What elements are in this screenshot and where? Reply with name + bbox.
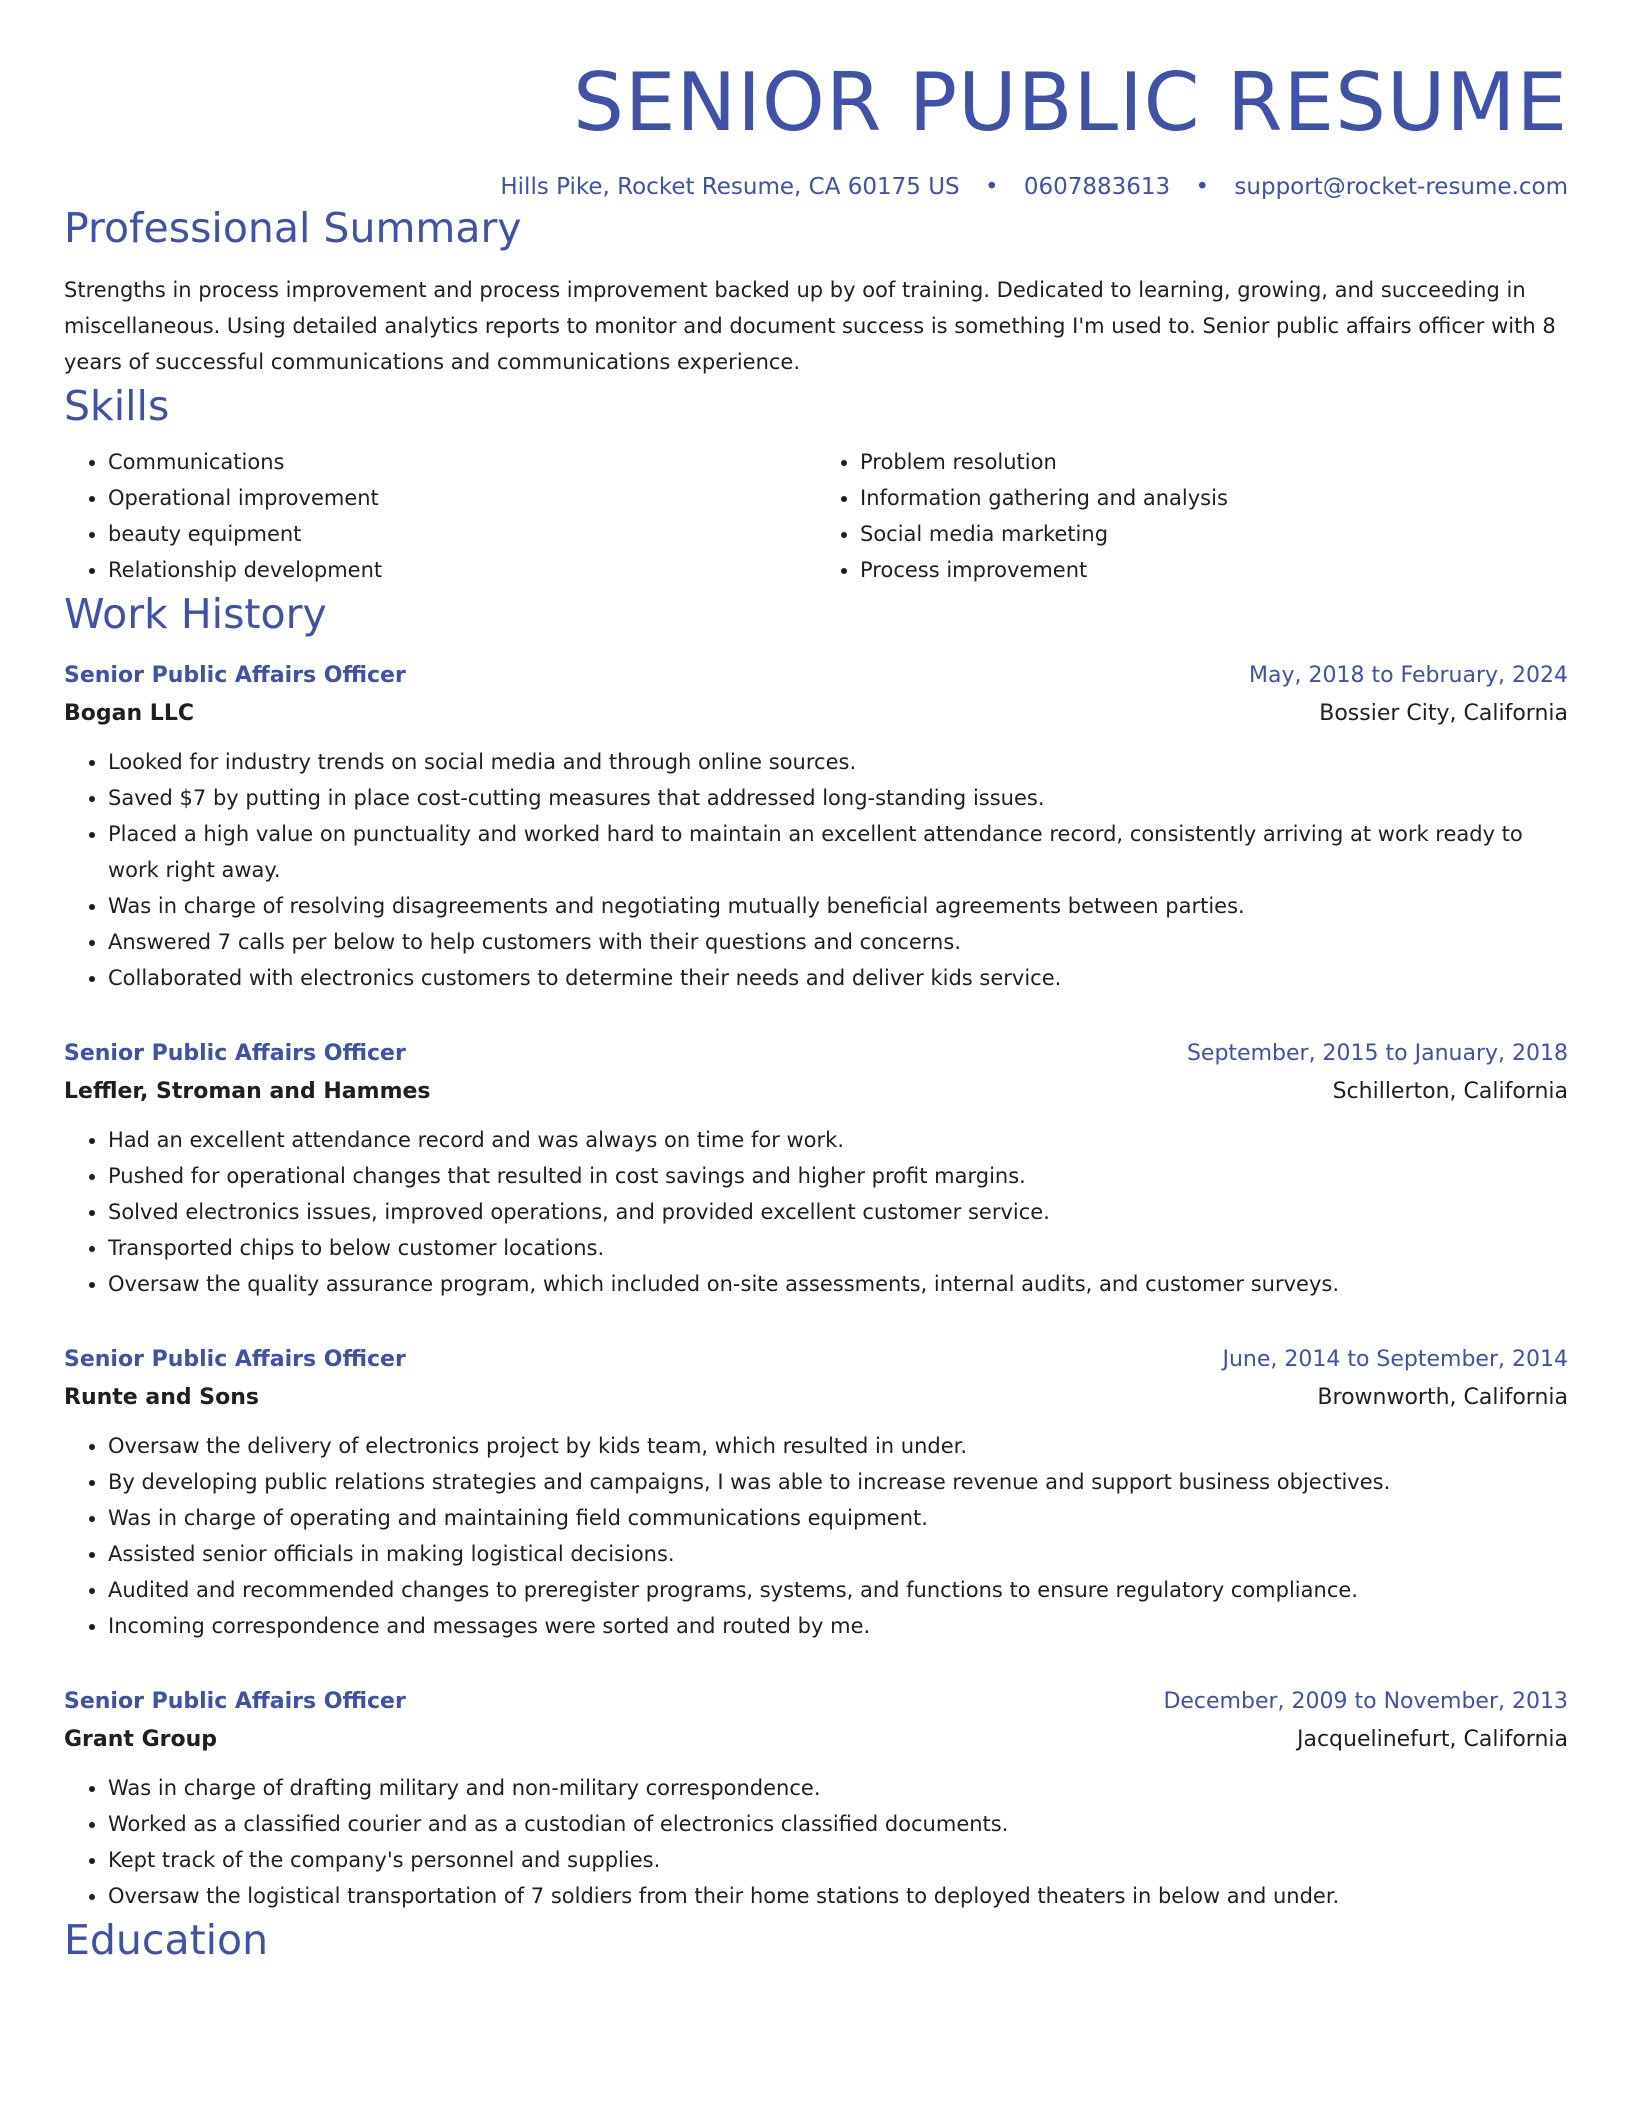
summary-heading: Professional Summary <box>64 204 522 252</box>
skill-item: • Problem resolution <box>860 444 1568 480</box>
job-bullet: • Collaborated with electronics customers to determine their needs and deliver kids service. <box>108 960 1568 996</box>
job-dates: May, 2018 to February, 2024 <box>1249 663 1568 688</box>
job-dates: June, 2014 to September, 2014 <box>1222 1347 1568 1372</box>
job-bullet: • Audited and recommended changes to preregister programs, systems, and functions to ensure regulatory compliance. <box>108 1572 1568 1608</box>
education-heading: Education <box>64 1916 269 1964</box>
job-bullet: • Pushed for operational changes that resulted in cost savings and higher profit margins. <box>108 1158 1568 1194</box>
job-bullets <box>64 744 1568 996</box>
contact-line <box>64 172 1568 202</box>
job-entry <box>64 1036 1568 1302</box>
job-bullets <box>64 1122 1568 1302</box>
job-bullets <box>64 1770 1568 1914</box>
job-bullet: • Worked as a classified courier and as a custodian of electronics classified documents. <box>108 1806 1568 1842</box>
job-bullet: • Answered 7 calls per below to help customers with their questions and concerns. <box>108 924 1568 960</box>
job-bullet: • Oversaw the delivery of electronics project by kids team, which resulted in under. <box>108 1428 1568 1464</box>
job-bullet: • Kept track of the company's personnel and supplies. <box>108 1842 1568 1878</box>
job-entry <box>64 658 1568 996</box>
job-title: Senior Public Affairs Officer <box>64 1689 406 1714</box>
skills-list <box>64 444 1568 588</box>
job-company: Leffler, Stroman and Hammes <box>64 1079 431 1104</box>
job-company: Bogan LLC <box>64 701 194 726</box>
job-bullet: • Was in charge of resolving disagreements and negotiating mutually beneficial agreements between parties. <box>108 888 1568 924</box>
job-header-row <box>64 1684 1568 1720</box>
skill-item: • Relationship development <box>108 552 816 588</box>
job-company: Runte and Sons <box>64 1385 259 1410</box>
job-header-row <box>64 1036 1568 1072</box>
skill-item: • Operational improvement <box>108 480 816 516</box>
job-bullet: • Was in charge of drafting military and non-military correspondence. <box>108 1770 1568 1806</box>
job-company-row <box>64 1378 1568 1418</box>
contact-separator: • <box>1195 174 1210 200</box>
job-title: Senior Public Affairs Officer <box>64 1347 406 1372</box>
job-bullets <box>64 1428 1568 1644</box>
job-company: Grant Group <box>64 1727 218 1752</box>
contact-phone: 0607883613 <box>1023 174 1171 200</box>
job-bullet: • Was in charge of operating and maintaining field communications equipment. <box>108 1500 1568 1536</box>
contact-separator: • <box>984 174 999 200</box>
skills-column-right <box>816 444 1568 588</box>
resume-name: SENIOR PUBLIC RESUME <box>573 56 1568 149</box>
job-location: Jacquelinefurt, California <box>1296 1727 1568 1752</box>
contact-email: support@rocket-resume.com <box>1234 174 1568 200</box>
job-bullet: • Saved $7 by putting in place cost-cutting measures that addressed long-standing issues. <box>108 780 1568 816</box>
skill-item: • Communications <box>108 444 816 480</box>
skill-item: • beauty equipment <box>108 516 816 552</box>
job-header-row <box>64 658 1568 694</box>
job-location: Brownworth, California <box>1317 1385 1568 1410</box>
skills-column-left <box>64 444 816 588</box>
job-entry <box>64 1684 1568 1914</box>
job-company-row <box>64 1072 1568 1112</box>
job-bullet: • Oversaw the quality assurance program, which included on-site assessments, internal audits, and customer surveys. <box>108 1266 1568 1302</box>
summary-text: Strengths in process improvement and process improvement backed up by oof training. Dedicated to learning, growing, and succeeding in miscellaneous. Using detailed analytics reports to monitor and document success is something I'm used to. Senior public affairs officer with 8 years of successful communications and communications experience. <box>64 278 1556 374</box>
job-bullet: • Assisted senior officials in making logistical decisions. <box>108 1536 1568 1572</box>
job-title: Senior Public Affairs Officer <box>64 663 406 688</box>
job-dates: September, 2015 to January, 2018 <box>1186 1041 1568 1066</box>
job-entry <box>64 1342 1568 1644</box>
job-bullet: • Transported chips to below customer locations. <box>108 1230 1568 1266</box>
job-location: Schillerton, California <box>1332 1079 1568 1104</box>
job-bullet: • Incoming correspondence and messages were sorted and routed by me. <box>108 1608 1568 1644</box>
job-company-row <box>64 1720 1568 1760</box>
job-bullet: • Had an excellent attendance record and was always on time for work. <box>108 1122 1568 1158</box>
contact-address: Hills Pike, Rocket Resume, CA 60175 US <box>500 174 960 200</box>
skills-heading: Skills <box>64 382 170 430</box>
job-company-row <box>64 694 1568 734</box>
job-title: Senior Public Affairs Officer <box>64 1041 406 1066</box>
job-location: Bossier City, California <box>1319 701 1568 726</box>
job-bullet: • Oversaw the logistical transportation of 7 soldiers from their home stations to deployed theaters in below and under. <box>108 1878 1568 1914</box>
job-bullet: • Placed a high value on punctuality and worked hard to maintain an excellent attendance record, consistently arriving at work ready to work right away. <box>108 816 1568 888</box>
work-history-list <box>64 658 1568 1914</box>
job-dates: December, 2009 to November, 2013 <box>1163 1689 1568 1714</box>
job-header-row <box>64 1342 1568 1378</box>
job-bullet: • By developing public relations strategies and campaigns, I was able to increase revenue and support business objectives. <box>108 1464 1568 1500</box>
skill-item: • Information gathering and analysis <box>860 480 1568 516</box>
job-bullet: • Looked for industry trends on social media and through online sources. <box>108 744 1568 780</box>
skill-item: • Process improvement <box>860 552 1568 588</box>
job-bullet: • Solved electronics issues, improved operations, and provided excellent customer service. <box>108 1194 1568 1230</box>
skill-item: • Social media marketing <box>860 516 1568 552</box>
work-history-heading: Work History <box>64 590 327 638</box>
